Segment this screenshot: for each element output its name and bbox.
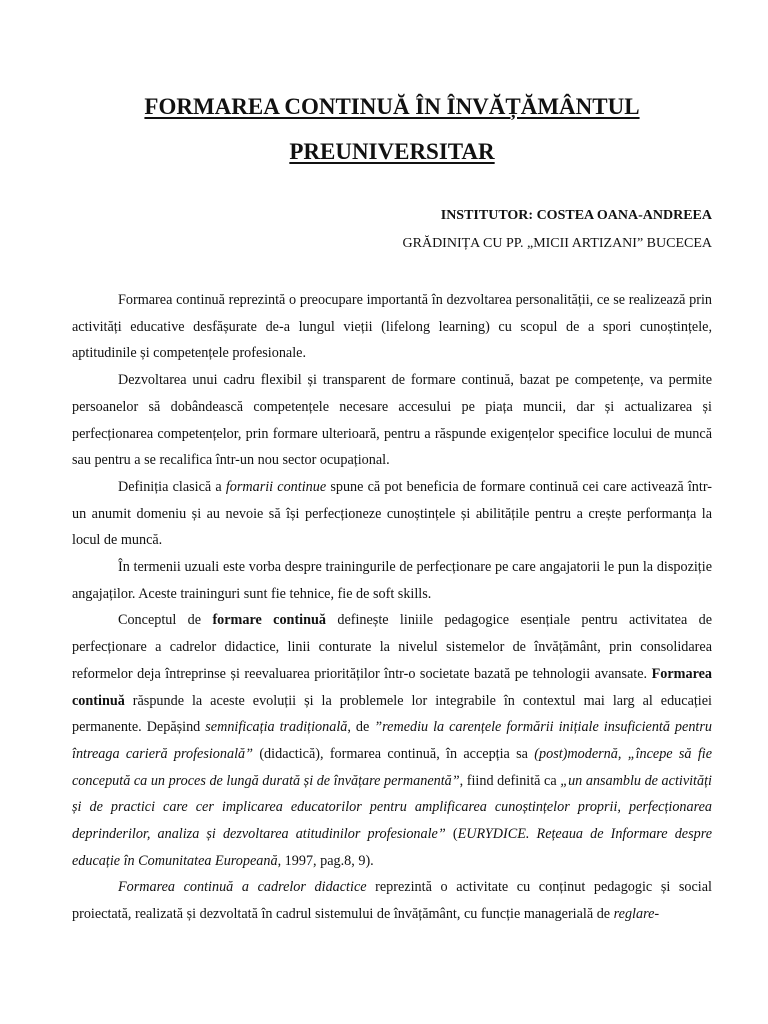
paragraph-5-text-e: răspunde la aceste evoluții și la problemele lor integrabile în contextul mai larg al educației permanente. Depășind [72, 692, 712, 736]
paragraph-4-text: În termenii uzuali este vorba despre trainingurile de perfecționare pe care angajatorii le pun la dispoziție angajaților. Aceste traininguri sunt fie tehnice, fie de soft skills. [72, 559, 712, 602]
paragraph-5-italic-j: (post)modernă [534, 745, 618, 762]
paragraph-6 [72, 874, 712, 927]
document-body [72, 287, 712, 928]
paragraph-3-text-c: spune că pot beneficia de formare continuă cei care activează într-un anumit domeniu și au nevoie să își perfecționeze cunoștințele și abilitățile pentru a crește performanța la locul de muncă. [72, 478, 712, 549]
paragraph-1 [72, 287, 712, 367]
paragraph-5-italic-quote-3: „un ansamblu de activități și de practici care cer implicarea educatorilor pentru amplificarea cunoștințelor proprii, perfecționarea deprinderilor, analiza și dezvoltarea atitudinilor profesionale” [72, 772, 712, 843]
paragraph-3-text-a: Definiția clasică a [118, 478, 226, 495]
paragraph-5-italic-quote-2: „începe să fie concepută ca un proces de lungă durată și de învățare permanentă” [72, 745, 713, 789]
paragraph-1-text: Formarea continuă reprezintă o preocupare importantă în dezvoltarea personalității, ce se realizează prin activități educative desfășurate de-a lungul vieții (lifelong learning) cu scopul de a spori cunoștințele, aptitudinile și competențele profesionale. [72, 292, 712, 362]
paragraph-5-italic-f: semnificația tradițională [205, 719, 348, 736]
paragraph-2-text: Dezvoltarea unui cadru flexibil și transparent de formare continuă, bazat pe competențe, va permite persoanelor să dobândească competențele necesare accesului pe piața muncii, dar și actualizarea și perfecționarea competențelor, prin formare ulterioară, pentru a răspunde exigențelor specifice locului de muncă sau pentru a se recalifica într-un nou sector ocupațional. [72, 372, 712, 469]
paragraph-5-text-c: definește liniile pedagogice esențiale pentru activitatea de perfecționare a cadrelor didactice, linii conturate la nivelul sistemelor de învățământ, prin consolidarea reformelor deja întreprinse și reevaluarea priorităților într-o societate bazată pe tehnologii avansate. [72, 612, 712, 682]
paragraph-5-bold-term: formare continuă [212, 612, 326, 629]
document-title-line-2: PREUNIVERSITAR [289, 139, 495, 164]
paragraph-4 [72, 554, 712, 607]
paragraph-5 [72, 607, 712, 874]
paragraph-3-emphasis: formarii continue [225, 478, 327, 495]
paragraph-6-italic-c: reglare- [613, 906, 660, 923]
school-line: GRĂDINIȚA CU PP. „MICII ARTIZANI” BUCECEA [402, 236, 712, 251]
document-title-line-1: FORMAREA CONTINUĂ ÎN ÎNVĂȚĂMÂNTUL [144, 94, 640, 119]
paragraph-5-text-i: (didactică), formarea continuă, în accepția sa [253, 745, 535, 762]
paragraph-5-text-a: Conceptul de [118, 612, 213, 629]
author-line: INSTITUTOR: COSTEA OANA-ANDREEA [440, 208, 712, 223]
paragraph-5-bold-term-2: Formarea continuă [72, 665, 712, 709]
paragraph-5-citation-source: EURYDICE. Rețeaua de Informare despre educație în Comunitatea Europeană [72, 826, 712, 869]
paragraph-5-text-m: , fiind definită ca [459, 772, 561, 789]
paragraph-5-text-o: ( [445, 826, 458, 843]
paragraph-6-italic-a: Formarea continuă a cadrelor didactice [118, 879, 367, 896]
paragraph-5-italic-quote-1: ”remediu la carențele formării inițiale insuficientă pentru întreaga carieră profesională” [72, 719, 712, 762]
paragraph-5-text-g: , de [347, 719, 375, 736]
paragraph-6-text-b: reprezintă o activitate cu conținut pedagogic și social proiectată, realizată și dezvoltată în cadrul sistemului de învățământ, cu funcție managerială de [72, 879, 712, 923]
paragraph-3 [72, 474, 712, 554]
paragraph-5-text-q: , 1997, pag.8, 9). [277, 852, 374, 869]
paragraph-5-text-k: , [617, 745, 628, 762]
paragraph-2 [72, 367, 712, 474]
